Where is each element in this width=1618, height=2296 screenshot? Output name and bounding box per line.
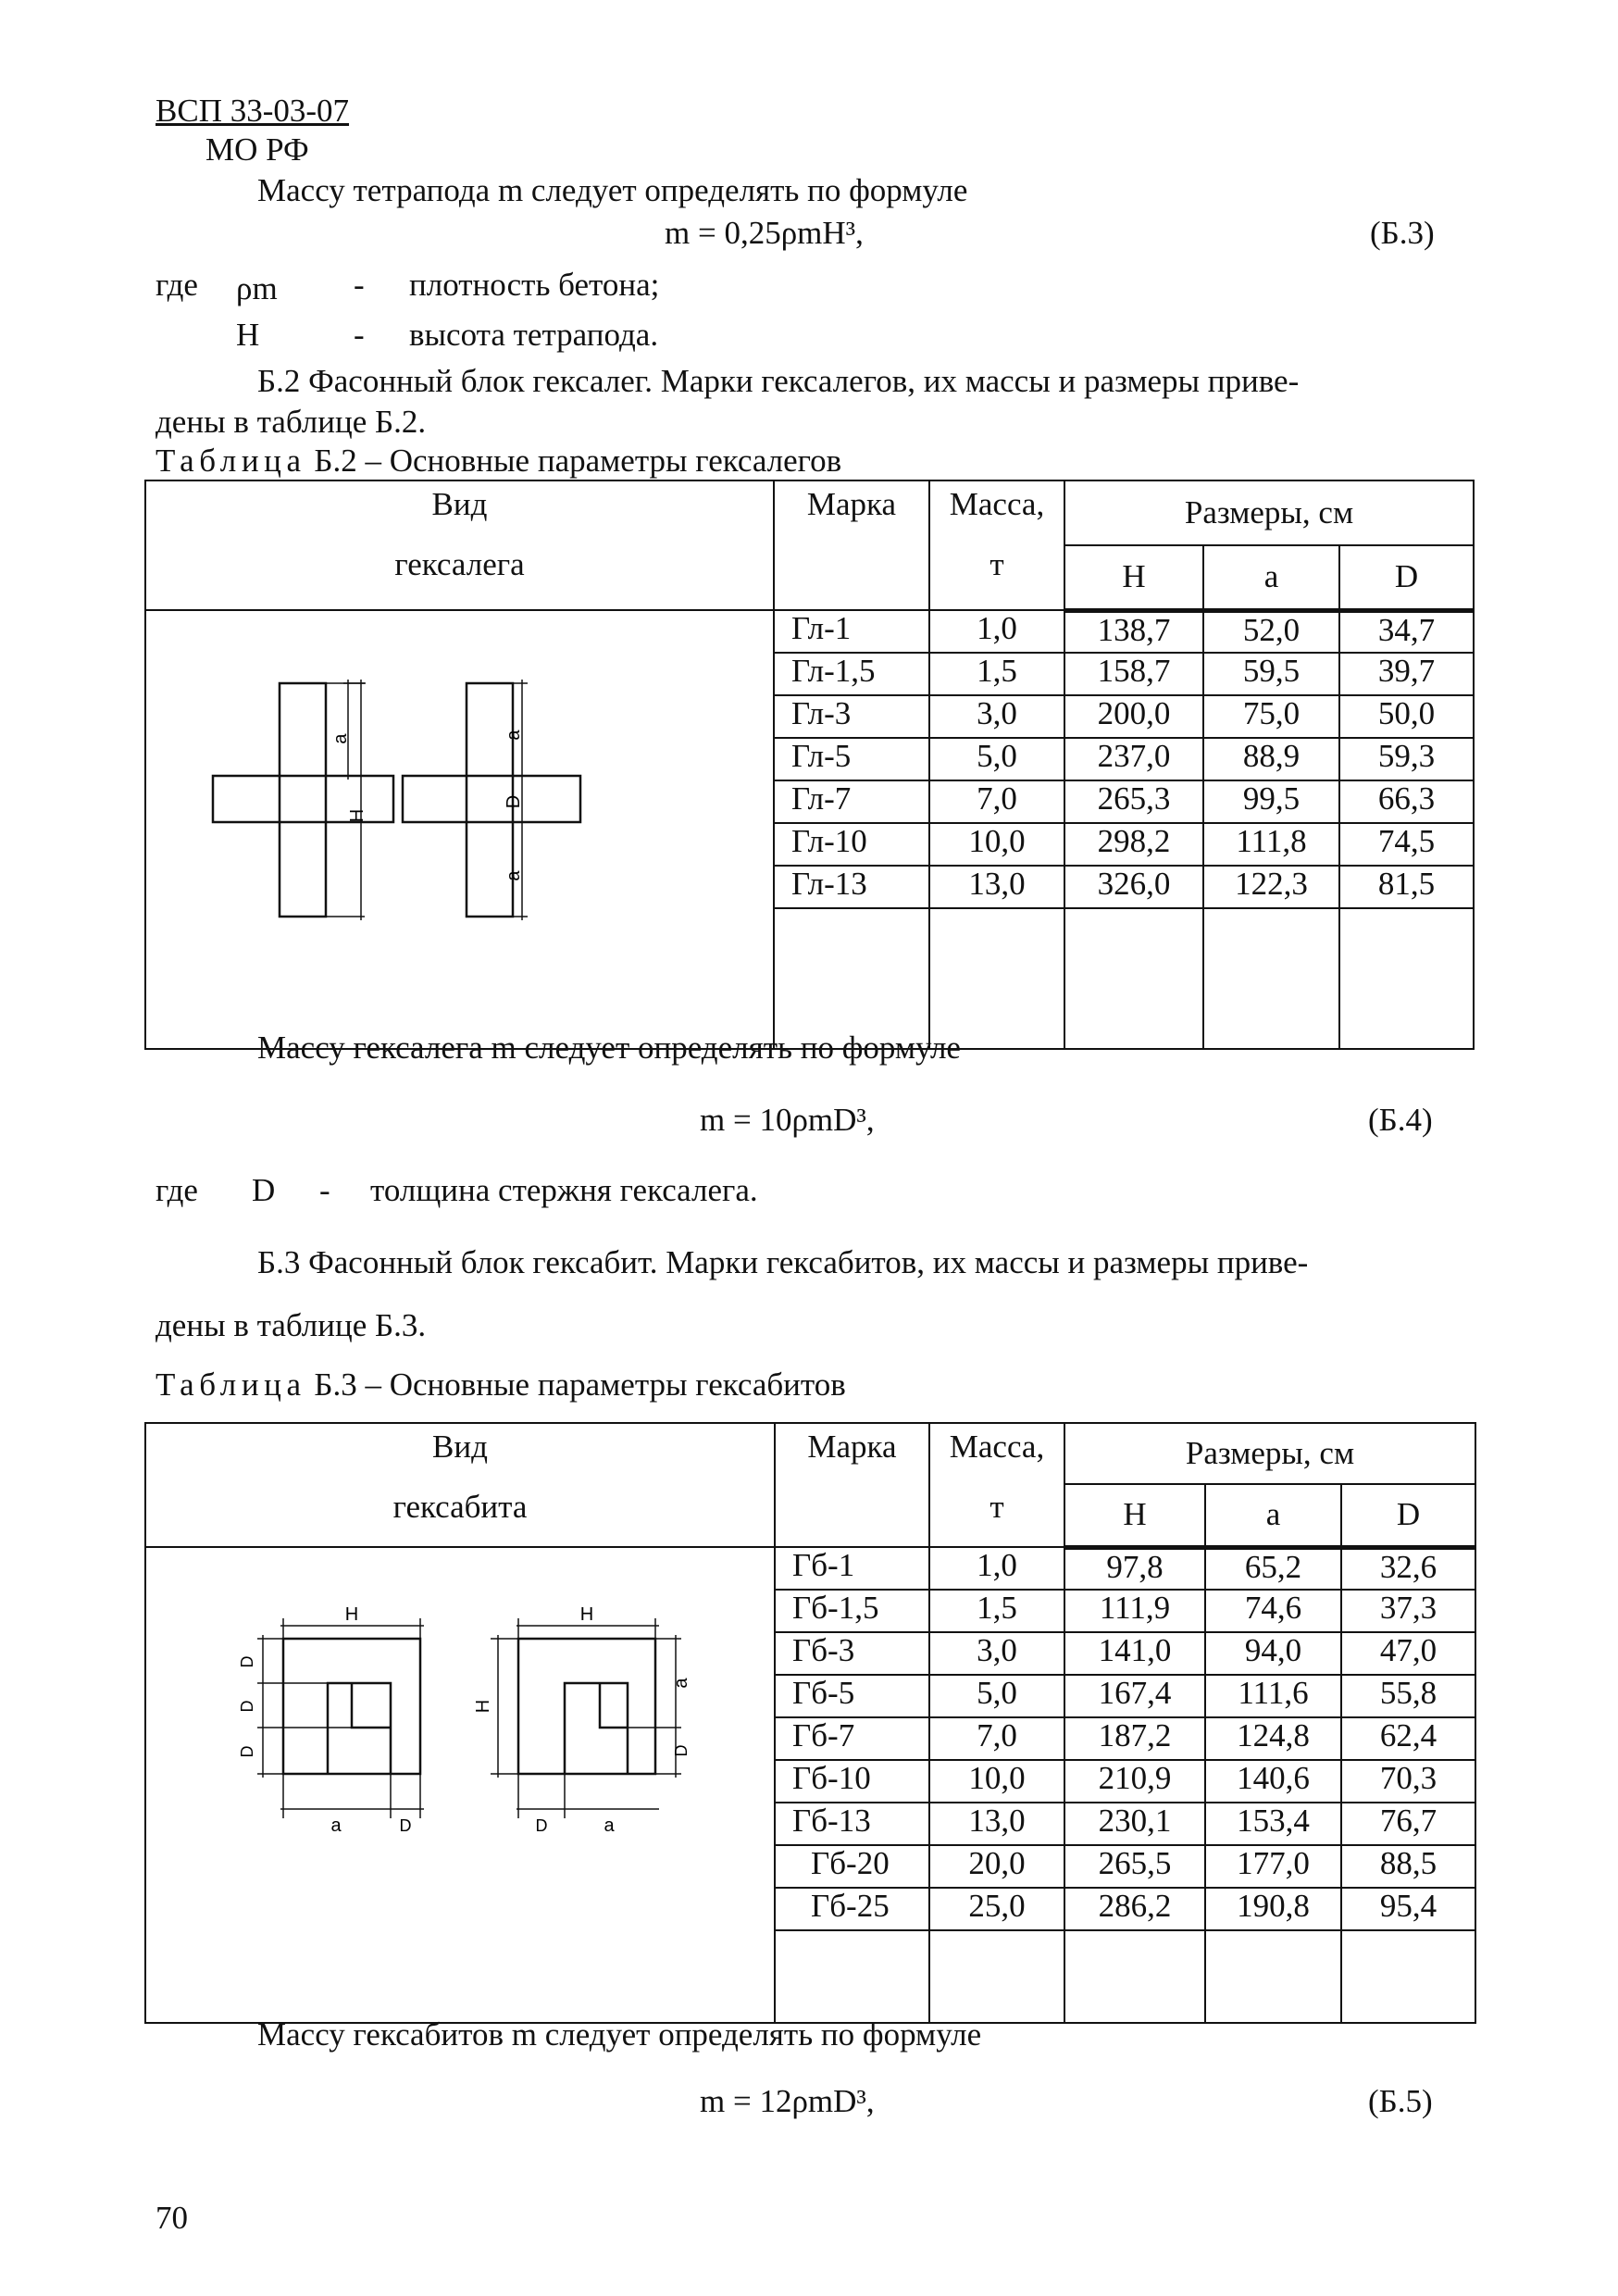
paragraph: Б.2 Фасонный блок гексалег. Марки гексалегов, их массы и размеры приве- [257, 363, 1300, 399]
cell-mass: 3,0 [929, 1632, 1064, 1675]
cell-D: 81,5 [1339, 866, 1474, 908]
dim-label-a: а [504, 870, 524, 881]
cell-empty [774, 908, 929, 1049]
cell-mass: 3,0 [929, 695, 1064, 738]
cell-mass: 1,0 [929, 1547, 1064, 1590]
cell-empty [1339, 908, 1474, 1049]
paragraph: дены в таблице Б.3. [156, 1307, 427, 1343]
hexaleg-figure-cell [145, 610, 774, 1049]
cell-a: 59,5 [1203, 653, 1339, 695]
cell-H: 326,0 [1064, 866, 1203, 908]
cell-a: 75,0 [1203, 695, 1339, 738]
hexaleg-drawing [146, 626, 775, 1033]
dim-label-D: D [238, 1700, 256, 1713]
cell-H: 111,9 [1064, 1590, 1205, 1632]
cell-H: 141,0 [1064, 1632, 1205, 1675]
cell-H: 97,8 [1064, 1547, 1205, 1590]
header-a: а [1205, 1484, 1341, 1547]
where-label: где [156, 1172, 198, 1208]
cell-empty [1064, 908, 1203, 1049]
cell-mark: Гб-1,5 [775, 1590, 929, 1632]
cell-a: 122,3 [1203, 866, 1339, 908]
cell-H: 237,0 [1064, 738, 1203, 780]
formula-number: (Б.4) [1368, 1102, 1433, 1138]
header-sizes: Размеры, см [1064, 1423, 1475, 1484]
header-view: Вид [431, 486, 488, 522]
cell-mass: 20,0 [929, 1845, 1064, 1888]
cell-mass: 5,0 [929, 1675, 1064, 1717]
header-a: а [1203, 545, 1339, 610]
cell-mass: 25,0 [929, 1888, 1064, 1930]
cell-H: 167,4 [1064, 1675, 1205, 1717]
dim-label-D: D [238, 1655, 256, 1668]
cell-D: 76,7 [1341, 1803, 1475, 1845]
variable: D [252, 1172, 276, 1208]
cell-a: 94,0 [1205, 1632, 1341, 1675]
cell-mass: 7,0 [929, 780, 1064, 823]
formula: m = 12ρmD³, [700, 2083, 875, 2119]
cell-a: 140,6 [1205, 1760, 1341, 1803]
dim-label-D: D [672, 1744, 691, 1757]
cell-mark: Гб-3 [775, 1632, 929, 1675]
cell-mark: Гл-1,5 [774, 653, 929, 695]
cell-H: 138,7 [1064, 610, 1203, 653]
hexabit-drawing [146, 1554, 776, 2016]
cell-H: 158,7 [1064, 653, 1203, 695]
variable: ρm [236, 270, 278, 306]
header-mass-unit: т [989, 545, 1004, 582]
cell-mass: 7,0 [929, 1717, 1064, 1760]
document-code: ВСП 33-03-07 [156, 93, 350, 129]
header-H: Н [1064, 1484, 1205, 1547]
cell-mark: Гб-1 [775, 1547, 929, 1590]
table-caption [156, 443, 841, 480]
header-view: гексабита [392, 1488, 528, 1525]
paragraph: Массу гексалега m следует определять по формуле [257, 1029, 961, 1066]
dim-label-a: а [671, 1678, 691, 1689]
dim-label-D: D [504, 794, 524, 809]
cell-empty [1064, 1930, 1205, 2023]
dash: - [354, 267, 365, 303]
where-label: где [156, 267, 198, 303]
cell-H: 200,0 [1064, 695, 1203, 738]
cell-mass: 13,0 [929, 866, 1064, 908]
paragraph: Массу гексабитов m следует определять по формуле [257, 2016, 982, 2053]
dim-label-H: Н [344, 1604, 359, 1625]
paragraph: Массу тетрапода m следует определять по формуле [257, 172, 968, 208]
cell-D: 74,5 [1339, 823, 1474, 866]
header-mass-unit: т [989, 1488, 1004, 1525]
definition: плотность бетона; [409, 267, 660, 303]
cell-H: 187,2 [1064, 1717, 1205, 1760]
cell-D: 66,3 [1339, 780, 1474, 823]
cell-D: 95,4 [1341, 1888, 1475, 1930]
dim-label-H: Н [579, 1604, 594, 1625]
cell-D: 70,3 [1341, 1760, 1475, 1803]
cell-H: 230,1 [1064, 1803, 1205, 1845]
cell-mass: 1,5 [929, 1590, 1064, 1632]
header-mark: Марка [806, 486, 897, 522]
cell-mark: Гл-1 [774, 610, 929, 653]
cell-mark: Гб-5 [775, 1675, 929, 1717]
cell-D: 50,0 [1339, 695, 1474, 738]
cell-empty [929, 1930, 1064, 2023]
organization: МО РФ [205, 131, 309, 168]
hexabit-table [144, 1422, 1476, 2024]
cell-empty [1341, 1930, 1475, 2023]
cell-mark: Гб-13 [775, 1803, 929, 1845]
dash: - [354, 317, 365, 353]
cell-D: 32,6 [1341, 1547, 1475, 1590]
cell-D: 55,8 [1341, 1675, 1475, 1717]
cell-H: 265,5 [1064, 1845, 1205, 1888]
cell-D: 62,4 [1341, 1717, 1475, 1760]
cell-a: 52,0 [1203, 610, 1339, 653]
cell-mass: 1,5 [929, 653, 1064, 695]
dim-label-D: D [238, 1745, 256, 1758]
cell-D: 39,7 [1339, 653, 1474, 695]
definition: высота тетрапода. [409, 317, 659, 353]
cell-H: 298,2 [1064, 823, 1203, 866]
definition: толщина стержня гексалега. [370, 1172, 758, 1208]
dim-label-a: а [604, 1816, 615, 1836]
cell-mass: 1,0 [929, 610, 1064, 653]
header-mass: Масса, [949, 486, 1045, 522]
cell-D: 88,5 [1341, 1845, 1475, 1888]
cell-mark: Гл-5 [774, 738, 929, 780]
cell-a: 177,0 [1205, 1845, 1341, 1888]
header-sizes: Размеры, см [1064, 480, 1474, 545]
variable: Н [236, 317, 260, 353]
cell-a: 88,9 [1203, 738, 1339, 780]
cell-mark: Гб-10 [775, 1760, 929, 1803]
cell-empty [1205, 1930, 1341, 2023]
cell-mark: Гб-7 [775, 1717, 929, 1760]
cell-mark: Гл-3 [774, 695, 929, 738]
dim-label-a: а [330, 733, 351, 744]
cell-D: 37,3 [1341, 1590, 1475, 1632]
formula: m = 10ρmD³, [700, 1102, 875, 1138]
table-caption [156, 1366, 846, 1404]
cell-D: 34,7 [1339, 610, 1474, 653]
dim-label-a: а [330, 1816, 342, 1836]
cell-a: 190,8 [1205, 1888, 1341, 1930]
cell-a: 99,5 [1203, 780, 1339, 823]
caption-word: Таблица [156, 1366, 306, 1403]
cell-a: 124,8 [1205, 1717, 1341, 1760]
formula: m = 0,25ρmH³, [665, 215, 864, 251]
cell-empty [1203, 908, 1339, 1049]
formula-number: (Б.3) [1370, 215, 1435, 251]
header-view: Вид [432, 1429, 488, 1465]
caption-text: Б.3 – Основные параметры гексабитов [314, 1366, 846, 1403]
dim-label-a: а [504, 730, 524, 741]
cell-H: 265,3 [1064, 780, 1203, 823]
header-D: D [1339, 545, 1474, 610]
paragraph: дены в таблице Б.2. [156, 404, 427, 440]
cell-empty [929, 908, 1064, 1049]
header-mark: Марка [807, 1429, 897, 1465]
caption-word: Таблица [156, 443, 306, 479]
header-D: D [1341, 1484, 1475, 1547]
dim-label-H: Н [347, 808, 367, 823]
cell-mark: Гб-25 [775, 1888, 929, 1930]
cell-empty [775, 1930, 929, 2023]
dash: - [319, 1172, 330, 1208]
hexaleg-table [144, 480, 1475, 1050]
cell-H: 286,2 [1064, 1888, 1205, 1930]
header-view: гексалега [394, 545, 525, 582]
page-number: 70 [156, 2200, 188, 2236]
caption-text: Б.2 – Основные параметры гексалегов [314, 443, 842, 479]
cell-a: 65,2 [1205, 1547, 1341, 1590]
dim-label-H: Н [473, 1699, 493, 1714]
cell-mark: Гл-7 [774, 780, 929, 823]
cell-D: 47,0 [1341, 1632, 1475, 1675]
cell-mass: 5,0 [929, 738, 1064, 780]
cell-a: 111,6 [1205, 1675, 1341, 1717]
dim-label-D: D [535, 1816, 548, 1835]
cell-a: 74,6 [1205, 1590, 1341, 1632]
hexabit-figure-cell [145, 1547, 775, 2023]
header-H: Н [1064, 545, 1203, 610]
cell-mass: 10,0 [929, 1760, 1064, 1803]
cell-mass: 10,0 [929, 823, 1064, 866]
cell-mark: Гл-10 [774, 823, 929, 866]
cell-D: 59,3 [1339, 738, 1474, 780]
cell-mark: Гл-13 [774, 866, 929, 908]
cell-a: 111,8 [1203, 823, 1339, 866]
cell-H: 210,9 [1064, 1760, 1205, 1803]
formula-number: (Б.5) [1368, 2083, 1433, 2119]
cell-mark: Гб-20 [775, 1845, 929, 1888]
cell-mass: 13,0 [929, 1803, 1064, 1845]
dim-label-D: D [399, 1816, 412, 1835]
paragraph: Б.3 Фасонный блок гексабит. Марки гексабитов, их массы и размеры приве- [257, 1244, 1309, 1280]
header-mass: Масса, [949, 1429, 1045, 1465]
cell-a: 153,4 [1205, 1803, 1341, 1845]
